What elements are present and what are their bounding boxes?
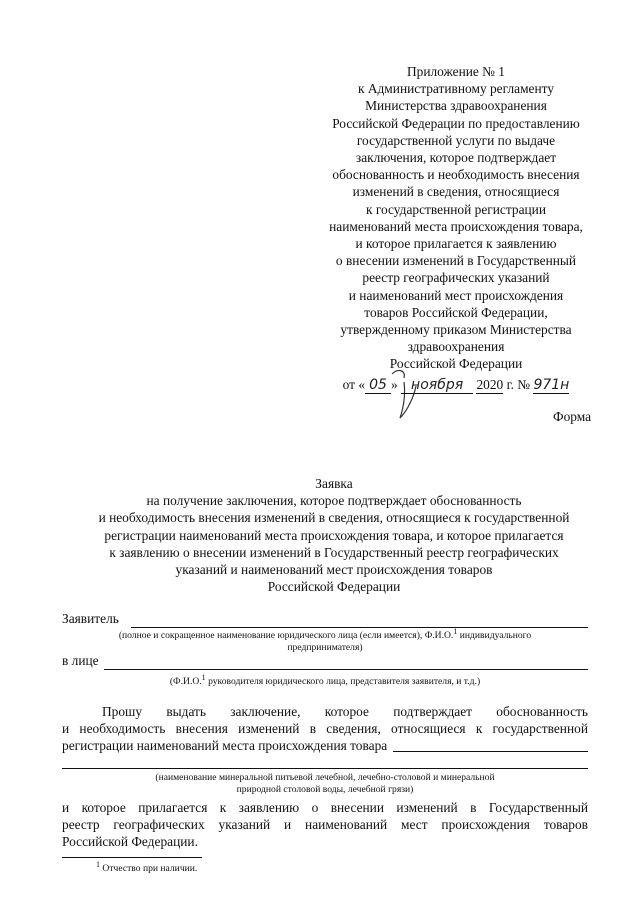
- applicant-label: Заявитель: [62, 611, 119, 626]
- appendix-line: и которое прилагается к заявлению: [355, 236, 557, 252]
- request-line: Российской Федерации.: [62, 834, 198, 850]
- appendix-line: реестр географических указаний: [362, 270, 550, 286]
- product-note-line1: (наименование минеральной питьевой лечебной, лечебно-столовой и минеральной: [155, 772, 495, 783]
- appendix-line: изменений в сведения, относящиеся: [352, 184, 560, 200]
- appendix-line: Министерства здравоохранения: [365, 98, 547, 114]
- product-field[interactable]: [393, 751, 588, 752]
- appendix-line: Российской Федерации: [389, 356, 523, 372]
- title-line: и необходимость внесения изменений в сведения, относящиеся к государственной: [98, 510, 570, 526]
- title-line: Российской Федерации: [267, 579, 401, 595]
- order-year: 2020: [476, 377, 504, 392]
- order-mid: »: [391, 377, 398, 392]
- request-line: регистрации наименований места происхождения товара: [62, 738, 388, 754]
- appendix-header: [318, 63, 594, 373]
- request-paragraph-end: [62, 799, 588, 851]
- appendix-line: утвержденному приказом Министерства: [340, 322, 572, 338]
- request-line: реестр географических указаний и наименований мест происхождения товаров: [62, 817, 588, 833]
- request-line-row: [62, 737, 588, 754]
- order-date-line: [318, 377, 594, 394]
- request-paragraph: [62, 703, 588, 755]
- person-field[interactable]: [104, 669, 588, 670]
- appendix-line: государственной услуги по выдаче: [356, 132, 556, 148]
- order-number: 971н: [533, 377, 570, 393]
- applicant-note: [62, 626, 588, 641]
- applicant-field[interactable]: [131, 627, 588, 628]
- appendix-line: к Административному регламенту: [357, 81, 555, 97]
- order-year-suffix: г. №: [503, 377, 534, 392]
- request-line: Прошу выдать заключение, которое подтверждает обоснованность: [102, 704, 588, 719]
- title-line: на получение заключения, которое подтверждает обоснованность: [146, 493, 522, 509]
- appendix-line: к государственной регистрации: [365, 201, 547, 217]
- appendix-line: и наименований мест происхождения: [348, 287, 564, 303]
- applicant-note-text: (полное и сокращенное наименование юридического лица (если имеется), Ф.И.О.: [118, 630, 454, 641]
- footnote-ref: 1: [201, 672, 206, 682]
- form-label: Форма: [553, 409, 592, 424]
- footnote: [96, 859, 198, 874]
- footnote-ref: 1: [453, 626, 458, 636]
- appendix-line: товаров Российской Федерации,: [364, 304, 548, 320]
- appendix-line: наименований места происхождения товара,: [329, 218, 583, 234]
- document-title: [56, 475, 612, 595]
- person-label: в лице: [62, 653, 99, 668]
- appendix-line: Приложение № 1: [406, 64, 506, 79]
- footnote-text: Отчество при наличии.: [100, 863, 198, 874]
- person-note: [62, 672, 588, 687]
- request-line: и которое прилагается к заявлению о внесении изменений в Государственный: [62, 800, 588, 815]
- applicant-note-text: индивидуального: [457, 630, 532, 641]
- product-field-continued[interactable]: [62, 768, 588, 769]
- footnote-separator: [62, 857, 202, 858]
- title-line: к заявлению о внесении изменений в Государственный реестр географических: [109, 544, 559, 560]
- person-note-text: руководителя юридического лица, представителя заявителя, и т.д.): [205, 676, 481, 687]
- appendix-line: о внесении изменений в Государственный: [335, 253, 577, 269]
- applicant-note-line2: предпринимателя): [287, 642, 363, 653]
- order-day: 05: [365, 377, 391, 394]
- order-month: ноября: [401, 377, 473, 394]
- person-note-text: (Ф.И.О.: [169, 676, 202, 687]
- product-note-line2: природной столовой воды, лечебной грязи): [236, 784, 414, 795]
- appendix-line: заключения, которое подтверждает: [355, 150, 557, 166]
- footnote-number: 1: [96, 859, 100, 869]
- appendix-line: обоснованность и необходимость внесения: [332, 167, 580, 183]
- request-line: и необходимость внесения изменений в сведения, относящиеся к государственной: [62, 721, 588, 737]
- appendix-line: Российской Федерации по предоставлению: [332, 115, 580, 131]
- order-prefix: от «: [342, 377, 366, 392]
- title-line: указаний и наименований мест происхождения товаров: [175, 562, 493, 578]
- title-line: регистрации наименований места происхождения товара, и которое прилагается: [104, 527, 564, 543]
- title-line: Заявка: [315, 476, 353, 491]
- appendix-line: здравоохранения: [407, 339, 505, 355]
